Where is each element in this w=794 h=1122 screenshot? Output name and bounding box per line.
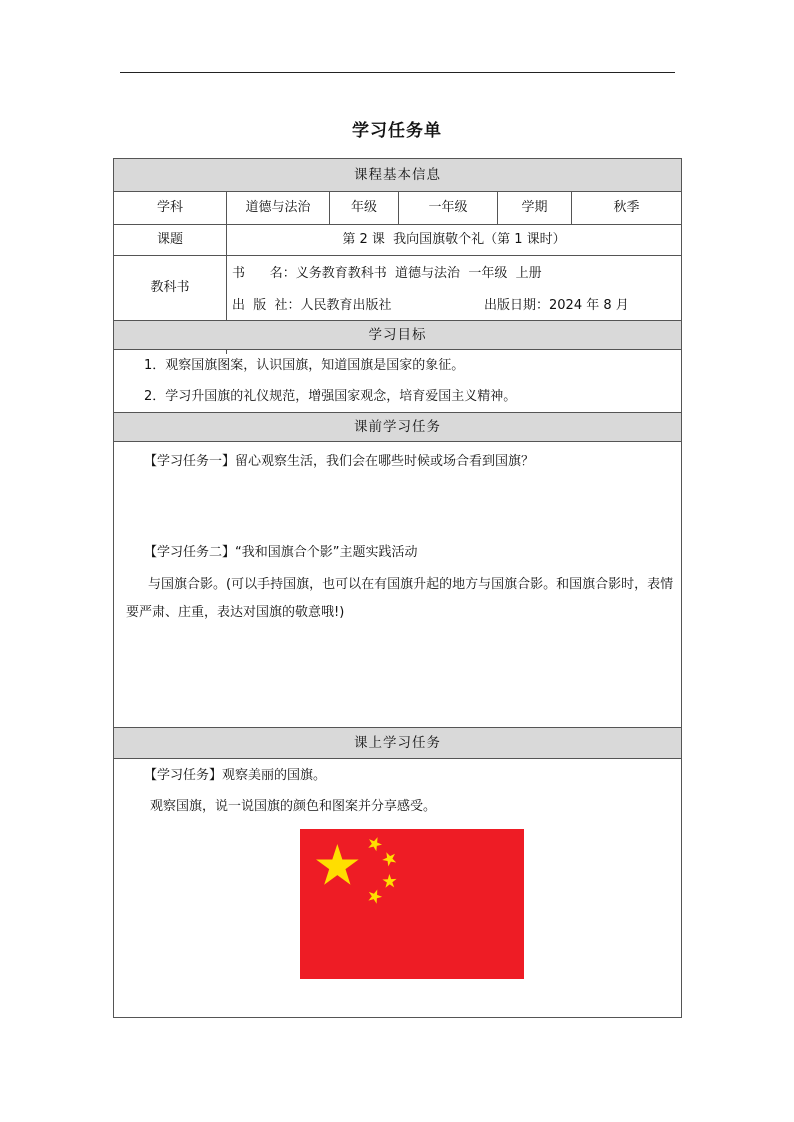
grade-value: 一年级 xyxy=(428,200,468,215)
pre-class-task-2-body: 与国旗合影。(可以手持国旗，也可以在有国旗升起的地方与国旗合影。和国旗合影时，表情要严肃、庄重，表达对国旗的敬意哦!) xyxy=(126,577,674,620)
task-sheet-table xyxy=(113,158,682,1018)
basic-info-header: 课程基本信息 xyxy=(114,159,681,191)
header-rule xyxy=(120,72,675,73)
in-class-header: 课上学习任务 xyxy=(114,728,681,758)
topic-value: 第 2 课 我向国旗敬个礼（第 1 课时） xyxy=(342,232,566,247)
objective-item-2: 2．学习升国旗的礼仪规范，增强国家观念，培育爱国主义精神。 xyxy=(144,389,517,404)
row-divider xyxy=(114,441,681,442)
term-value: 秋季 xyxy=(613,200,640,215)
textbook-publisher: 出 版 社：人民教育出版社 xyxy=(232,298,392,313)
subject-label: 学科 xyxy=(156,200,183,215)
subject-value: 道德与法治 xyxy=(245,200,311,215)
objectives-header: 学习目标 xyxy=(114,321,681,349)
topic-label: 课题 xyxy=(156,232,183,247)
grade-label: 年级 xyxy=(350,200,377,215)
document-title: 学习任务单 xyxy=(352,121,442,141)
textbook-label: 教科书 xyxy=(150,280,190,295)
term-label: 学期 xyxy=(521,200,548,215)
pre-class-header: 课前学习任务 xyxy=(114,413,681,441)
textbook-title-line: 书 名：义务教育教科书 道德与法治 一年级 上册 xyxy=(232,266,542,281)
flag-field xyxy=(300,829,524,979)
pre-class-task-1: 【学习任务一】留心观察生活，我们会在哪些时候或场合看到国旗？ xyxy=(144,454,535,469)
in-class-instruction: 观察国旗，说一说国旗的颜色和图案并分享感受。 xyxy=(150,799,437,814)
national-flag-image xyxy=(300,829,524,979)
pre-class-task-2-title: 【学习任务二】“我和国旗合个影”主题实践活动 xyxy=(144,545,418,560)
row-divider xyxy=(114,349,681,350)
row-divider xyxy=(114,758,681,759)
textbook-publish-date: 出版日期：2024 年 8 月 xyxy=(484,298,629,313)
objective-item-1: 1．观察国旗图案，认识国旗，知道国旗是国家的象征。 xyxy=(144,358,465,373)
in-class-task: 【学习任务】观察美丽的国旗。 xyxy=(144,768,327,783)
